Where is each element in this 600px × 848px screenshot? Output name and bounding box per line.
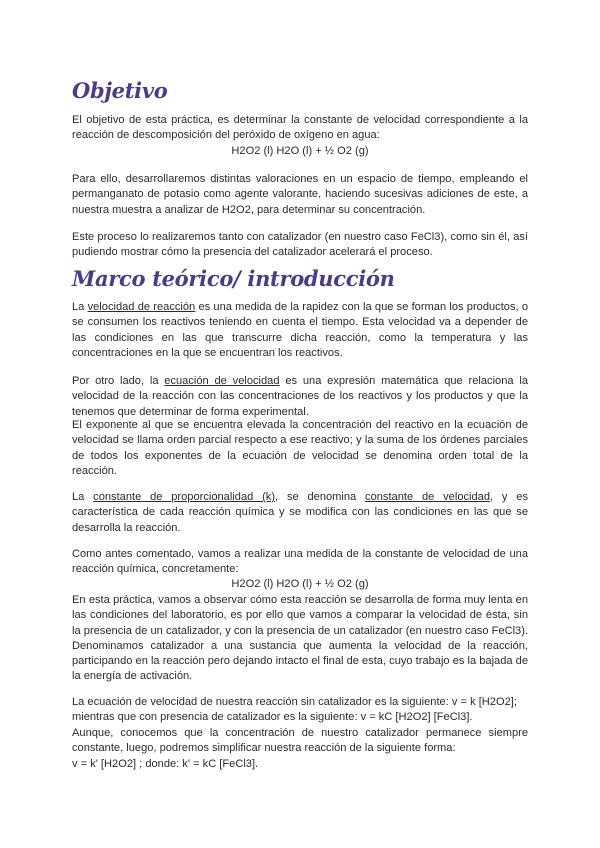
term-constante-velocidad: constante de velocidad [365, 491, 491, 503]
term-velocidad-reaccion: velocidad de reacción [87, 301, 196, 313]
heading-objetivo: Objetivo [72, 78, 168, 103]
paragraph-order: El exponente al que se encuentra elevada la concentración del reactivo en la ecuación de velocidad se llama orden parcial respecto a ese reactivo; y la suma de los órdenes parciales de todos los exponentes de la ecuación de velocidad se denomina orden total de la reacción. [72, 419, 528, 477]
term-ecuacion-velocidad: ecuación de velocidad [164, 375, 280, 387]
paragraph-rate-laws [72, 695, 528, 726]
paragraph-method: Para ello, desarrollaremos distintas valoraciones en un espacio de tiempo, empleando el permanganato de potasio como agente valorante, haciendo sucesivas adiciones de este, a nuestra muestra a analizar de H2O2, para determinar su concentración. [72, 173, 528, 216]
paragraph-measure-intro: Como antes comentado, vamos a realizar una medida de la constante de velocidad de una reacción química, concretamente: [72, 548, 528, 576]
heading-marco-teorico: Marco teórico/ introducción [72, 266, 395, 291]
paragraph-simplified-law: v = k' [H2O2] ; donde: k' = kC [FeCl3]. [72, 758, 259, 770]
equation-decomposition: H2O2 (l) H2O (l) + ½ O2 (g) [231, 145, 369, 157]
paragraph-reaction-rate: La velocidad de reacción es una medida de la rapidez con la que se forman los productos, o se consumen los reactivos teniendo en cuenta el tiempo. Esta velocidad va a depender de las condiciones en las que transcurre dicha reacción, como la temperatura y las concentraciones en la que se encuentran los reactivos. [72, 301, 529, 359]
rate-law-uncatalyzed: La ecuación de velocidad de nuestra reacción sin catalizador es la siguiente: v = k [H2O2]; [72, 696, 517, 708]
paragraph-catalyst-definition: En esta práctica, vamos a observar cómo esta reacción se desarrolla de forma muy lenta en las condiciones del laboratorio, es por ello que vamos a comparar la velocidad de ésta, sin la presencia de un catalizador, y con la presencia de un catalizador (en nuestro caso FeCl3). Denominamos catalizador a una sustancia que aumenta la velocidad de la reacción, participando en la reacción pero dejando intacto el final de esta, cuyo trabajo es la bajada de la energía de activación. [72, 594, 528, 683]
equation-decomposition-2: H2O2 (l) H2O (l) + ½ O2 (g) [231, 578, 369, 590]
paragraph-objective: El objetivo de esta práctica, es determinar la constante de velocidad correspondiente a la reacción de descomposición del peróxido de oxígeno en agua: [72, 114, 528, 142]
paragraph-simplification: Aunque, conocemos que la concentración de nuestro catalizador permanece siempre constante, luego, podremos simplificar nuestra reacción de la siguiente forma: [72, 727, 528, 755]
paragraph-rate-constant: La constante de proporcionalidad (k), se denomina constante de velocidad, y es característica de cada reacción química y se modifica con las condiciones en las que se desarrolla la reacción. [72, 491, 529, 534]
rate-law-catalyzed: mientras que con presencia de catalizador es la siguiente: v = kC [H2O2] [FeCl3]. [72, 711, 473, 724]
paragraph-catalyst: Este proceso lo realizaremos tanto con catalizador (en nuestro caso FeCl3), como sin él, así pudiendo mostrar cómo la presencia del catalizador acelerará el proceso. [72, 231, 528, 259]
term-constante-proporcionalidad: constante de proporcionalidad (k) [93, 491, 276, 503]
paragraph-rate-equation: Por otro lado, la ecuación de velocidad es una expresión matemática que relaciona la velocidad de la reacción con las concentraciones de los reactivos y los productos y que la tenemos que determinar de forma experimental. [72, 375, 528, 418]
